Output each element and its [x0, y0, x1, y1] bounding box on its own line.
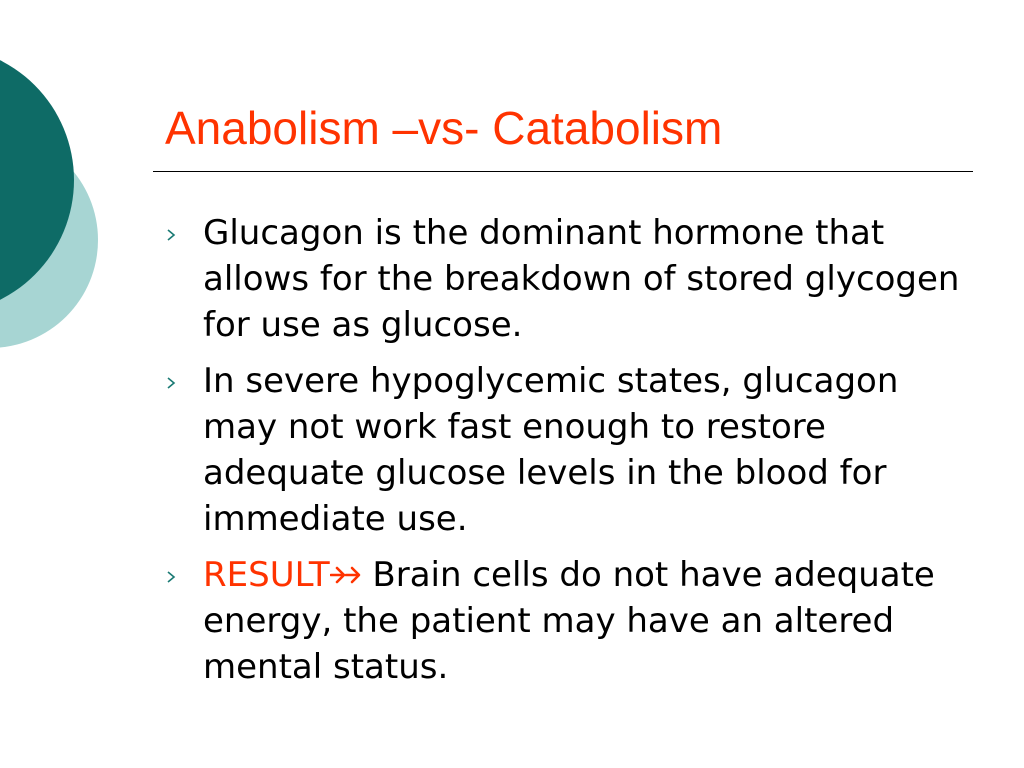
- result-label: RESULT: [203, 555, 330, 595]
- bullet-item: [165, 358, 965, 542]
- bullet-list: [165, 210, 965, 700]
- bullet-item: [165, 210, 965, 348]
- chevron-right-icon: [165, 571, 179, 583]
- slide-title: Anabolism –vs- Catabolism: [165, 102, 723, 154]
- bullet-text: In severe hypoglycemic states, glucagon may not work fast enough to restore adequate glucose levels in the blood for immediate use.: [203, 361, 899, 539]
- chevron-right-icon: [165, 229, 179, 241]
- chevron-right-icon: [165, 377, 179, 389]
- right-arrow-icon: [330, 562, 362, 588]
- bullet-text: Brain cells do not have adequate energy, the patient may have an altered mental status.: [203, 555, 935, 687]
- bullet-item: [165, 552, 965, 690]
- title-divider: [153, 171, 973, 172]
- bullet-text: Glucagon is the dominant hormone that allows for the breakdown of stored glycogen for use as glucose.: [203, 213, 960, 345]
